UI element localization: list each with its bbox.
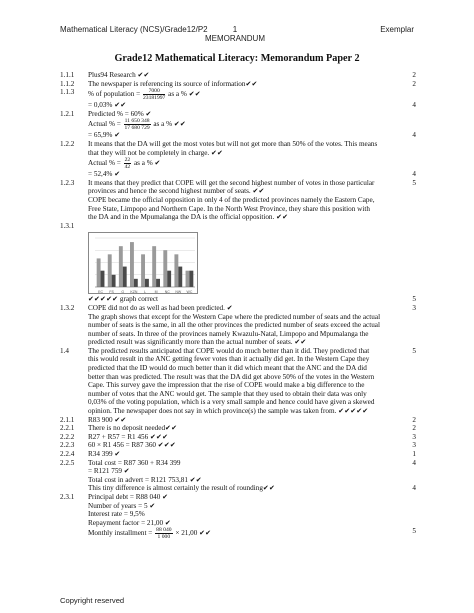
item-line: = 65,9% ✔ [88, 131, 121, 140]
fraction-numerator: 11 650 348 [124, 118, 150, 125]
item-number: 2.2.2 [60, 432, 75, 441]
item-line: opinion. The newspaper does not say in which province(s) the sample was taken from. ✔✔✔✔✔ [88, 407, 369, 416]
item-line: the DA and in the Mpumalanga the DA is the official opposition. ✔✔ [88, 213, 289, 222]
bar-chart [88, 232, 198, 294]
item-mark: 3 [412, 432, 416, 441]
item-number: 1.2.3 [60, 178, 75, 187]
footer: Copyright reserved [60, 596, 125, 605]
fraction-denominator: 17 680 729 [124, 125, 150, 132]
item-text [88, 484, 414, 493]
item-mark: 1 [412, 450, 416, 458]
item-line: provinces and hence the second highest number of seats. ✔✔ [88, 187, 265, 196]
fraction-denominator: 1 000 [157, 534, 171, 541]
memo-item [60, 347, 414, 416]
item-mark: 2 [412, 424, 416, 433]
item-line: Principal debt = R88 040 ✔ [88, 492, 169, 501]
item-mark: 5 [412, 178, 416, 187]
item-line [88, 157, 410, 170]
item-number: 1.2.1 [60, 109, 75, 118]
item-number: 1.3.2 [60, 303, 75, 312]
chart-caption: ✔✔✔✔✔ graph correct [88, 295, 159, 304]
x-tick-label: WC [186, 290, 193, 295]
item-mark: 4 [412, 170, 416, 179]
item-line: R34 399 ✔ [88, 450, 121, 458]
item-mark: 4 [412, 484, 416, 493]
item-line: This tiny difference is almost certainly the result of rounding✔✔ [88, 484, 275, 493]
fraction [155, 527, 172, 540]
bar [145, 279, 149, 287]
bar [178, 267, 182, 287]
item-line: It means that they predict that COPE will get the second highest number of votes in those particular [88, 178, 375, 187]
item-mark: 4 [412, 131, 416, 140]
item-line: = R121 759 ✔ [88, 467, 130, 476]
item-line: The newspaper is referencing its source of information✔✔ [88, 79, 258, 88]
item-text [88, 179, 414, 222]
item-line: Repayment factor = 21,00 ✔ [88, 518, 171, 527]
memo-item [60, 170, 414, 179]
item-mark: 2 [412, 79, 416, 88]
item-number [60, 527, 88, 540]
header-page-number: 1 [232, 25, 238, 34]
memo-item [60, 179, 414, 222]
item-line: predicted result was significantly more than the actual number of seats. ✔✔ [88, 338, 307, 347]
header-center [205, 25, 265, 43]
item-text [88, 170, 414, 179]
fraction-lead: Actual % = [88, 120, 123, 129]
fraction-denominator: 42 [124, 164, 131, 171]
item-line: Free State, Limpopo and Northern Cape. In the North West Province, they share this position with [88, 204, 370, 213]
item-line: = 52,4% ✔ [88, 170, 121, 179]
memo-item [60, 71, 414, 80]
item-number [60, 484, 88, 493]
item-line: COPE became the official opposition in only 4 of the predicted provinces namely the Eastern Cape, [88, 195, 375, 204]
fraction-lead: Actual % = [88, 159, 123, 168]
x-tick-label: G [121, 290, 125, 295]
item-number: 1.3.1 [60, 221, 75, 230]
item-line: number of votes that the ANC would get. The sample that they used to obtain their data was only [88, 389, 367, 398]
bar [97, 259, 101, 288]
item-line: predicted that the ID would do much better than it did which meant that the ANC and the DA did [88, 364, 367, 373]
fraction [124, 157, 132, 170]
memo-item [60, 140, 414, 157]
memo-item [60, 222, 414, 231]
item-text [88, 110, 414, 119]
item-text [88, 304, 414, 347]
memo-item [60, 157, 414, 170]
fraction-lead: Monthly installment = [88, 529, 155, 538]
item-mark: 3 [412, 441, 416, 450]
item-text [88, 101, 414, 110]
item-text [88, 80, 414, 89]
item-line: COPE did not do as well as had been predicted. ✔ [88, 303, 233, 312]
item-number [60, 101, 88, 110]
item-line: Predicted % = 60% ✔ [88, 109, 152, 118]
item-mark: 2 [412, 71, 416, 79]
memo-content [60, 71, 414, 540]
bar [156, 279, 160, 287]
item-number: 1.1.2 [60, 79, 75, 88]
item-text [88, 459, 414, 485]
item-text [88, 433, 414, 442]
item-line: R83 900 ✔✔ [88, 415, 127, 424]
bar-chart-svg [89, 233, 199, 295]
fraction-lead: % of population = [88, 90, 142, 99]
item-line: Total cost = R87 360 + R34 399 [88, 458, 181, 467]
bar [123, 267, 127, 287]
x-tick-label: EC [98, 290, 103, 295]
memo-item [60, 101, 414, 110]
x-tick-label: KZN [130, 290, 138, 295]
x-tick-label: M [154, 290, 158, 295]
fraction [124, 118, 151, 131]
item-number: 1.1.3 [60, 88, 75, 97]
item-text [88, 347, 414, 416]
item-line: number of seats is the same, in all the other provinces the predicted number of seats exceed the actual [88, 321, 380, 330]
header-subtitle: MEMORANDUM [205, 34, 265, 43]
item-line: It means that the DA will get the most votes but will not get more than 50% of the votes. This means [88, 139, 378, 148]
item-number: 2.2.4 [60, 450, 75, 458]
page-title: Grade12 Mathematical Literacy: Memorandum Paper 2 [114, 53, 360, 64]
fraction-tail: as a % ✔✔ [151, 120, 186, 129]
memo-item [60, 131, 414, 140]
item-number: 2.3.1 [60, 492, 75, 501]
item-line: The predicted results anticipated that COPE would do much better than it did. They predicted that [88, 346, 370, 355]
memo-item [60, 450, 414, 459]
item-number [60, 170, 88, 179]
bar [101, 271, 105, 287]
item-mark: 5 [412, 295, 416, 304]
memo-item [60, 484, 414, 493]
bar [152, 246, 156, 287]
item-line: Cape. This survey gave the impression that the rise of COPE would make a big difference to the [88, 381, 365, 390]
item-text [88, 222, 414, 231]
bar [163, 251, 167, 288]
item-line: Plus94 Research ✔✔ [88, 71, 150, 79]
fraction-tail: × 21,00 ✔✔ [173, 529, 212, 538]
item-number [60, 157, 88, 170]
item-text [88, 157, 414, 170]
memo-item [60, 441, 414, 450]
bar [130, 242, 134, 287]
item-mark: 4 [412, 101, 416, 110]
item-text [88, 450, 414, 459]
item-mark: 4 [412, 458, 416, 467]
memo-item [60, 416, 414, 425]
item-line: this would result in the ANC getting fewer votes than it actually did get. In the Western Cape they [88, 355, 370, 364]
bar [108, 255, 112, 288]
item-line: R27 + R57 = R1 456 ✔✔✔ [88, 432, 169, 441]
memo-item [60, 80, 414, 89]
memo-item [60, 493, 414, 527]
item-text [88, 88, 414, 101]
header-left: Mathematical Literacy (NCS)/Grade12/P2 [60, 25, 208, 34]
item-number: 2.2.5 [60, 458, 75, 467]
item-mark: 3 [412, 303, 416, 312]
header-right: Exemplar [380, 25, 414, 34]
item-mark: 2 [412, 415, 416, 424]
fraction-tail: as a % ✔ [132, 159, 161, 168]
item-text [88, 416, 414, 425]
x-tick-label: FS [109, 290, 114, 295]
memo-item [60, 459, 414, 485]
bar [112, 275, 116, 287]
chart-caption-row [60, 295, 414, 304]
item-line: that they will not be completely in charge. ✔✔ [88, 148, 224, 157]
item-text [88, 424, 414, 433]
bar [174, 255, 178, 288]
item-line: Interest rate = 9,5% [88, 510, 145, 519]
item-number: 2.2.1 [60, 424, 75, 433]
item-line: Total cost in advert = R121 753,81 ✔✔ [88, 475, 202, 484]
item-mark: 5 [412, 527, 416, 536]
item-line: Number of years = 5 ✔ [88, 501, 156, 510]
fraction [143, 88, 165, 101]
bar [167, 271, 171, 287]
fraction-numerator: 22 [124, 157, 131, 164]
item-text [88, 118, 414, 131]
memo-item [60, 118, 414, 131]
bar [141, 255, 145, 288]
item-text [88, 140, 414, 157]
memo-item [60, 88, 414, 101]
fraction-denominator: 23181997 [142, 95, 166, 102]
memo-item [60, 527, 414, 540]
item-text [88, 71, 414, 80]
item-text [88, 493, 414, 527]
item-number [60, 295, 88, 304]
x-tick-label: NC [164, 290, 170, 295]
bar [186, 271, 190, 287]
memo-item [60, 110, 414, 119]
item-line: There is no deposit needed✔✔ [88, 424, 178, 433]
item-line: = 0,03% ✔✔ [88, 101, 127, 110]
item-line [88, 88, 410, 101]
item-line [88, 527, 410, 540]
x-tick-label: L [144, 290, 146, 295]
item-number [60, 131, 88, 140]
item-text [88, 131, 414, 140]
item-number [60, 118, 88, 131]
fraction-tail: as a % ✔✔ [166, 90, 201, 99]
item-line: better than was predicted. The result was that the DA did get above 50% of the votes in the Western [88, 372, 375, 381]
item-number: 1.2.2 [60, 139, 75, 148]
fraction-numerator: 88 040 [156, 527, 172, 534]
memo-item [60, 433, 414, 442]
item-line: 60 × R1 456 = R87 360 ✔✔✔ [88, 441, 176, 450]
item-number: 2.1.1 [60, 415, 75, 424]
item-line: The graph shows that except for the Western Cape where the predicted number of seats and the actual [88, 312, 381, 321]
item-mark: 5 [412, 346, 416, 355]
item-number: 1.4 [60, 346, 69, 355]
item-line: 0,03% of the voting population, which is a very small sample and hence could have given a skewed [88, 398, 375, 407]
memo-item [60, 424, 414, 433]
item-line: number of seats. In three of the provinces namely Kwazulu-Natal, Limpopo and Mpumalanga the [88, 329, 369, 338]
item-text [88, 527, 414, 540]
bar [119, 246, 123, 287]
item-number: 1.1.1 [60, 71, 75, 79]
item-line [88, 118, 410, 131]
item-number: 2.2.3 [60, 441, 75, 450]
bar [189, 271, 193, 287]
fraction-numerator: 7000 [143, 88, 165, 95]
x-tick-label: NW [175, 290, 182, 295]
item-text [88, 441, 414, 450]
bar [134, 279, 138, 287]
memo-item [60, 304, 414, 347]
